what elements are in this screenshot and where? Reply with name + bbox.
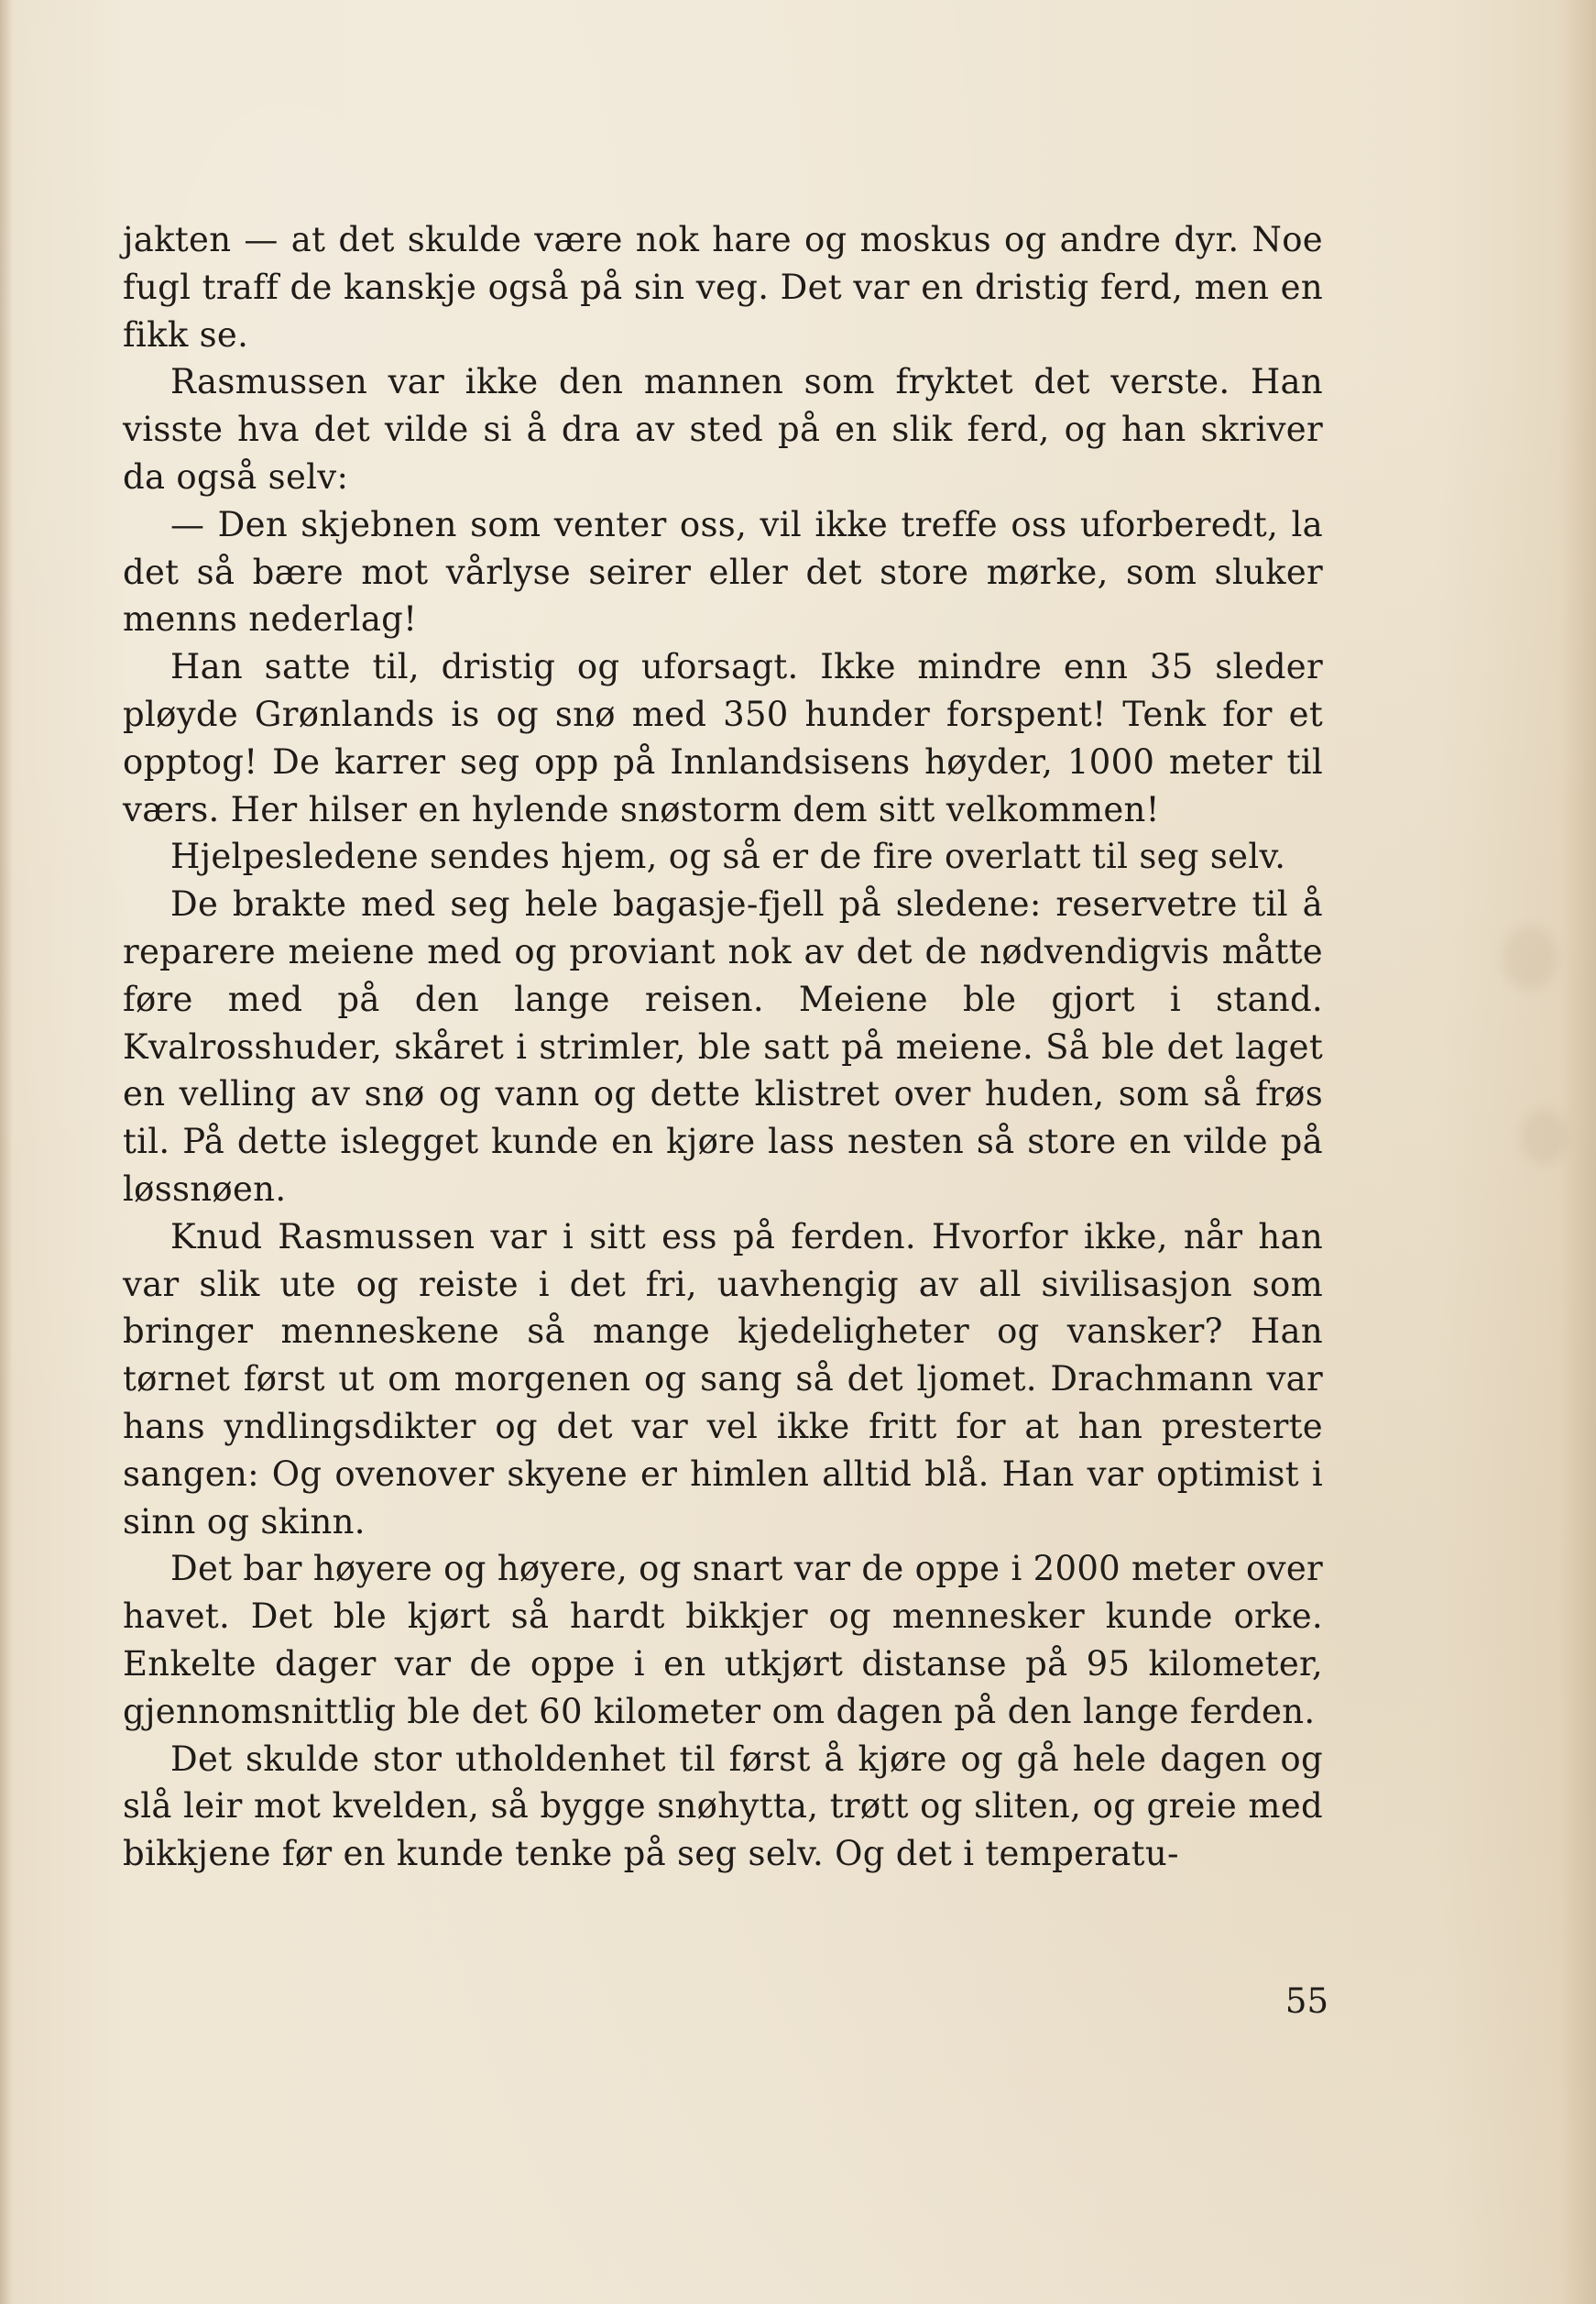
paragraph: Rasmussen var ikke den mannen som fryktet det verste. Han visste hva det vilde si å dra av sted på en slik ferd, og han skriver da også selv: bbox=[123, 362, 1323, 497]
paragraph: Hjelpesledene sendes hjem, og så er de fire overlatt til seg selv. bbox=[170, 837, 1286, 877]
page-edge-shadow-left bbox=[0, 0, 13, 2304]
paragraph: Han satte til, dristig og uforsagt. Ikke mindre enn 35 sleder pløyde Grønlands is og snø med 350 hunder forspent! Tenk for et opptog! De karrer seg opp på Innlandsisens høyder, 1000 meter til værs. Her hilser en hylende snøstorm dem sitt velkommen! bbox=[123, 647, 1323, 829]
paragraph: Det skulde stor utholdenhet til først å kjøre og gå hele dagen og slå leir mot kvelden, så bygge snøhytta, trøtt og sliten, og greie med bikkjene før en kunde tenke på seg selv. Og det i temperatu- bbox=[123, 1739, 1323, 1874]
paper-stain bbox=[1521, 1109, 1567, 1164]
paragraph: — Den skjebnen som venter oss, vil ikke treffe oss uforberedt, la det så bære mot vårlyse seirer eller det store mørke, som sluker menns nederlag! bbox=[123, 504, 1323, 640]
paragraph: Knud Rasmussen var i sitt ess på ferden. Hvorfor ikke, når han var slik ute og reiste i det fri, uavhengig av all sivilisasjon som bringer menneskene så mange kjedeligheter og vansker? Han tørnet først ut om morgenen og sang så det ljomet. Drachmann var hans yndlingsdikter og det var vel ikke fritt for at han presterte sangen: Og ovenover skyene er himlen alltid blå. Han var optimist i sinn og skinn. bbox=[123, 1216, 1323, 1541]
paragraph: Det bar høyere og høyere, og snart var de oppe i 2000 meter over havet. Det ble kjørt så hardt bikkjer og mennesker kunde orke. Enkelte dager var de oppe i en utkjørt distanse på 95 kilometer, gjennomsnittlig ble det 60 kilometer om dagen på den lange ferden. bbox=[123, 1549, 1324, 1731]
paragraph: De brakte med seg hele bagasje-fjell på sledene: reservetre til å reparere meiene med og proviant nok av det de nødvendigvis måtte føre med på den lange reisen. Meiene ble gjort i stand. Kvalrosshuder, skåret i strimler, ble satt på meiene. Så ble det laget en velling av snø og vann og dette klistret over huden, som så frøs til. På dette islegget kunde en kjøre lass nesten så store en vilde på løssnøen. bbox=[123, 884, 1323, 1209]
body-text bbox=[123, 216, 1323, 1878]
page-edge-shadow-right bbox=[1559, 0, 1596, 2304]
page-number: 55 bbox=[1284, 1981, 1328, 2021]
paper-stain bbox=[1503, 926, 1558, 990]
paragraph: jakten — at det skulde være nok hare og moskus og andre dyr. Noe fugl traff de kanskje også på sin veg. Det var en dristig ferd, men en fikk se. bbox=[123, 220, 1323, 355]
